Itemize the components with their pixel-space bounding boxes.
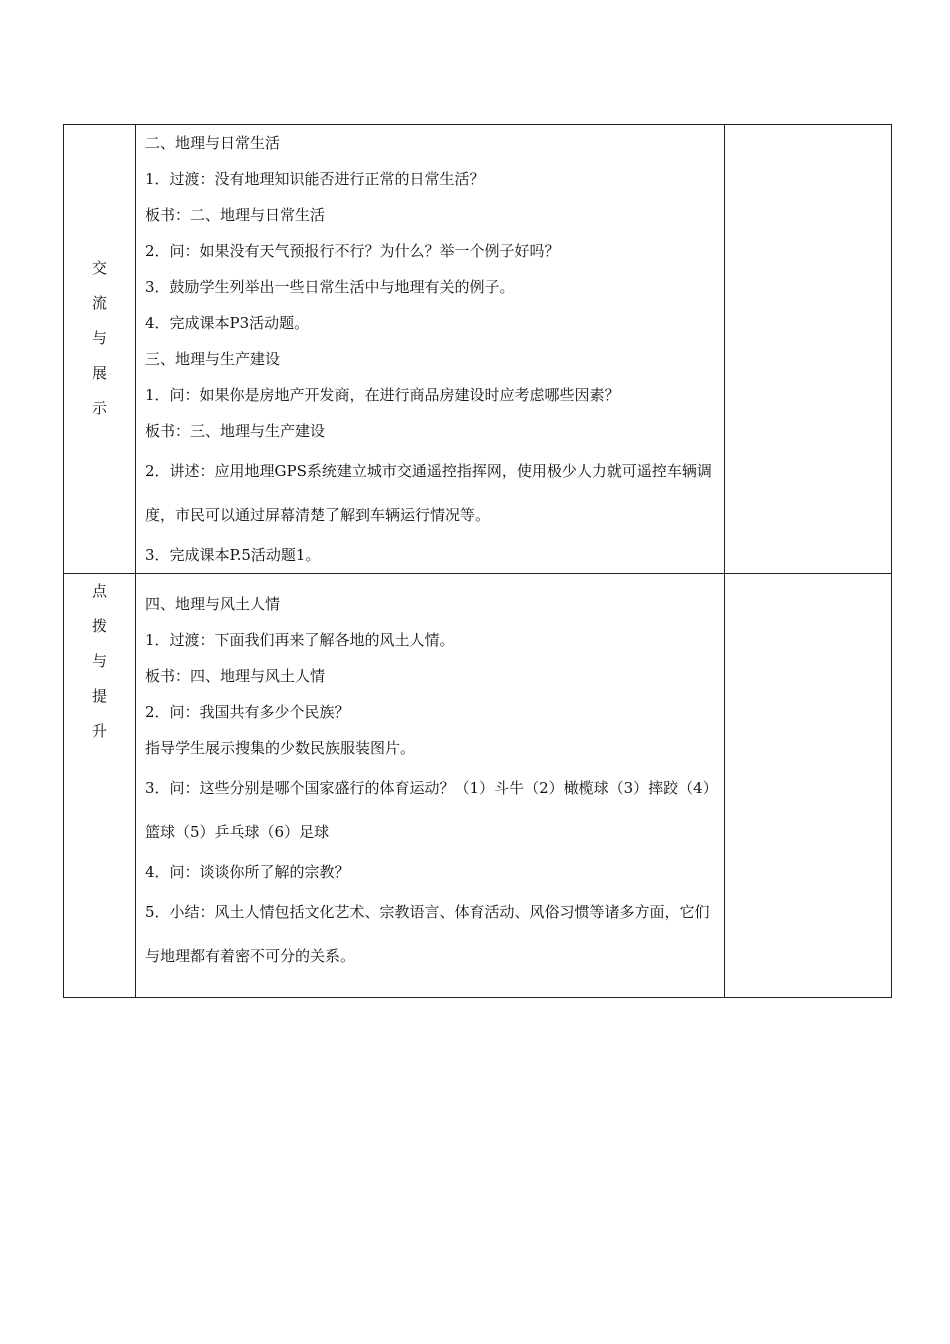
- content-line: 3．问：这些分别是哪个国家盛行的体育运动？（1）斗牛（2）橄榄球（3）摔跤（4）篮球（5）乒乓球（6）足球: [145, 779, 718, 841]
- content-line: 四、地理与风土人情: [145, 595, 281, 613]
- section-content-cell: [136, 125, 725, 574]
- content-line: 2．问：我国共有多少个民族？: [145, 703, 350, 721]
- label-char: 与: [91, 652, 107, 670]
- content-line: 1．过渡：没有地理知识能否进行正常的日常生活？: [145, 170, 485, 188]
- content-line: 板书：三、地理与生产建设: [145, 422, 326, 440]
- notes-cell: [725, 574, 892, 998]
- content-line: 板书：二、地理与日常生活: [145, 206, 326, 224]
- content-line: 5．小结：风土人情包括文化艺术、宗教语言、体育活动、风俗习惯等诸多方面，它们与地理都有着密不可分的关系。: [145, 903, 710, 965]
- content-line: 4．问：谈谈你所了解的宗教？: [145, 863, 350, 881]
- section-content-cell: [136, 574, 725, 998]
- label-char: 升: [91, 722, 107, 740]
- label-char: 与: [91, 329, 107, 347]
- section-label: [64, 574, 135, 749]
- section-label-cell: [64, 125, 136, 574]
- content-line: 4．完成课本P3活动题。: [145, 314, 310, 332]
- label-char: 拨: [91, 617, 107, 635]
- section-label-cell: [64, 574, 136, 998]
- table-row-exchange: [64, 125, 892, 574]
- label-char: 交: [91, 259, 107, 277]
- section-label: [64, 125, 135, 426]
- content-line: 1．问：如果你是房地产开发商，在进行商品房建设时应考虑哪些因素？: [145, 386, 620, 404]
- label-char: 提: [91, 687, 107, 705]
- lesson-table: [63, 124, 892, 998]
- content-line: 3．鼓励学生列举出一些日常生活中与地理有关的例子。: [145, 278, 515, 296]
- section-content: [136, 574, 724, 978]
- content-line: 3．完成课本P.5活动题1。: [145, 546, 321, 564]
- content-line: 1．过渡：下面我们再来了解各地的风土人情。: [145, 631, 455, 649]
- section-content: [136, 125, 724, 573]
- table-row-guidance: [64, 574, 892, 998]
- content-line: 2．讲述：应用地理GPS系统建立城市交通遥控指挥网，使用极少人力就可遥控车辆调度，市民可以通过屏幕清楚了解到车辆运行情况等。: [145, 462, 712, 524]
- label-char: 流: [91, 294, 107, 312]
- content-line: 板书：四、地理与风土人情: [145, 667, 326, 685]
- content-line: 三、地理与生产建设: [145, 350, 281, 368]
- label-char: 示: [91, 399, 107, 417]
- content-line: 2．问：如果没有天气预报行不行？为什么？举一个例子好吗？: [145, 242, 560, 260]
- label-char: 展: [91, 364, 107, 382]
- content-line: 指导学生展示搜集的少数民族服装图片。: [145, 739, 416, 757]
- notes-cell: [725, 125, 892, 574]
- content-line: 二、地理与日常生活: [145, 134, 281, 152]
- label-char: 点: [91, 582, 107, 600]
